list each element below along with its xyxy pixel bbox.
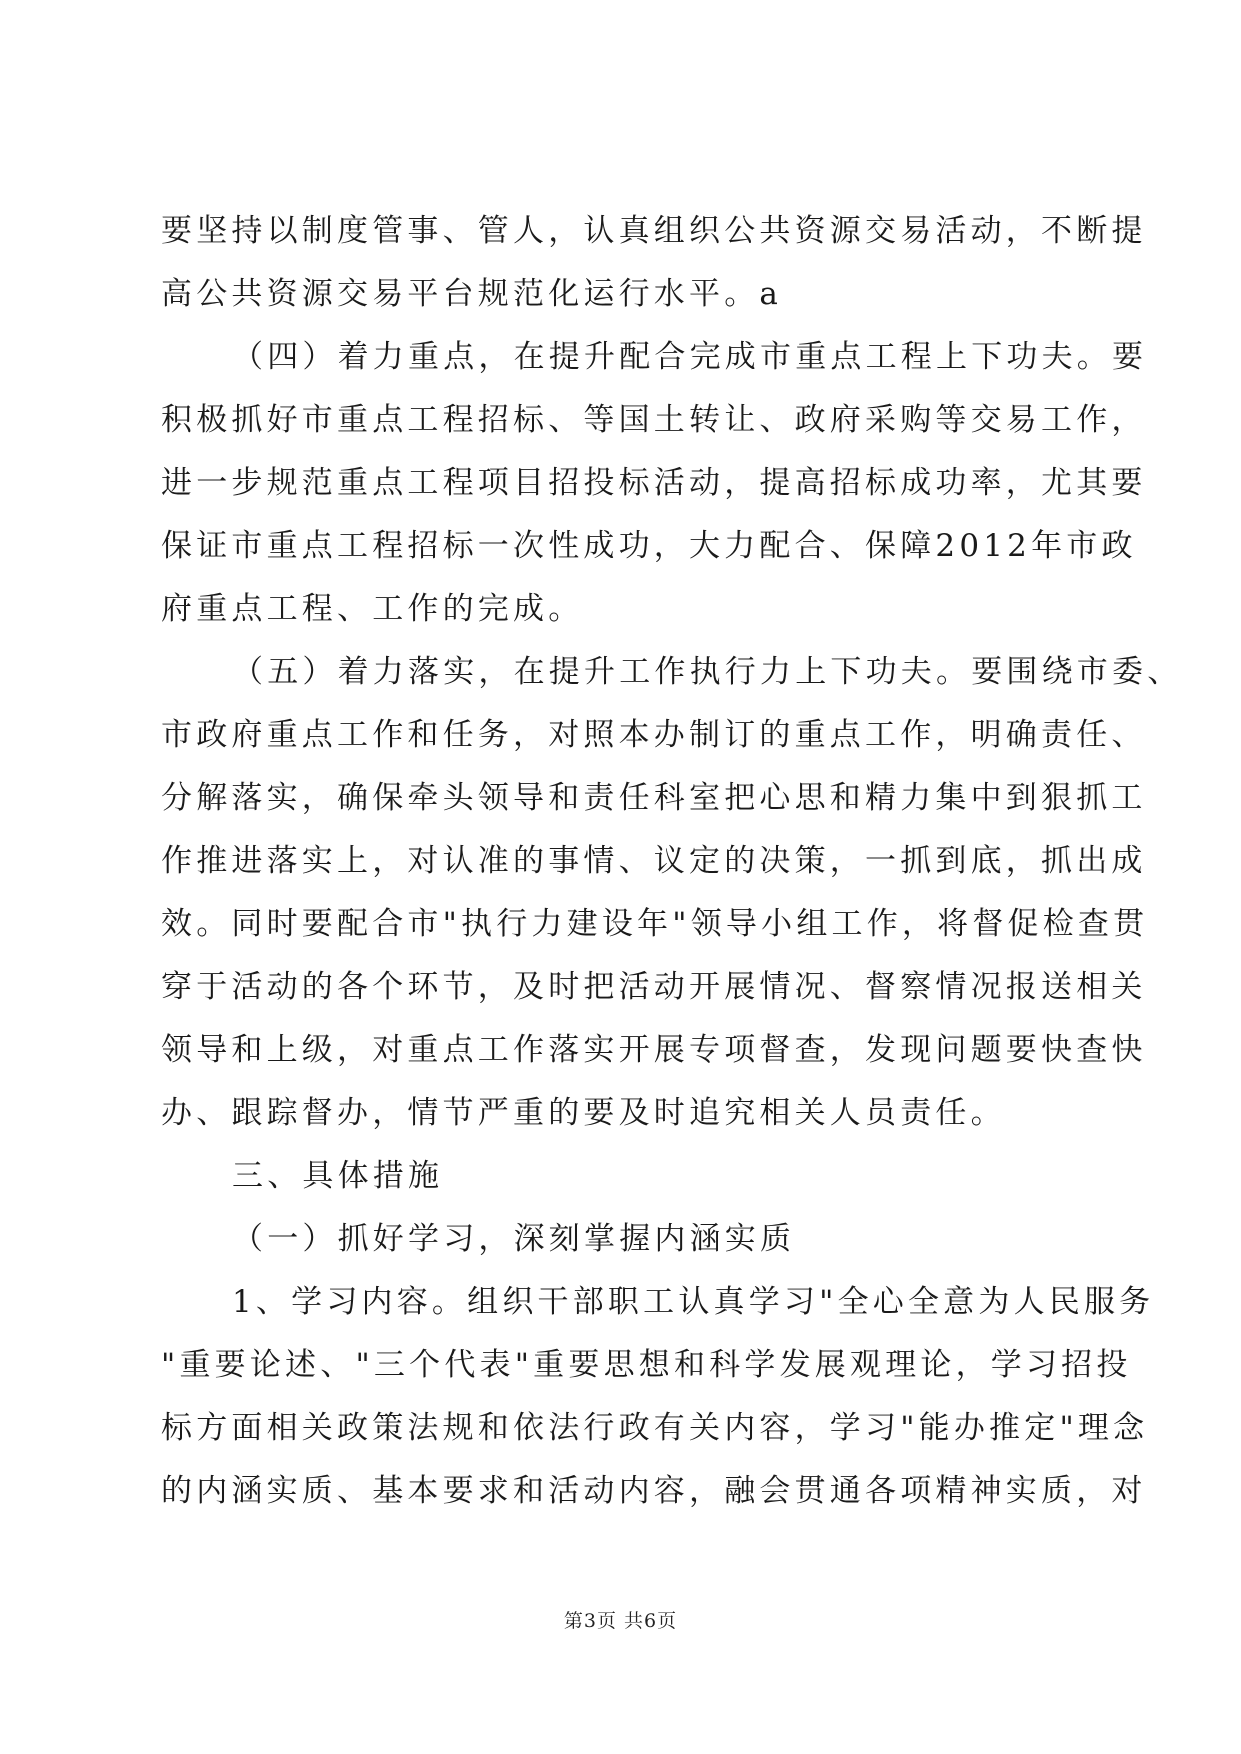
text-line: 分解落实，确保牵头领导和责任科室把心思和精力集中到狠抓工 bbox=[161, 780, 1147, 816]
text-line: 作推进落实上，对认准的事情、议定的决策，一抓到底，抓出成 bbox=[161, 843, 1147, 879]
text-line: 高公共资源交易平台规范化运行水平。a bbox=[161, 276, 783, 312]
subsection-heading: （一）抓好学习，深刻掌握内涵实质 bbox=[232, 1221, 796, 1257]
text-line: 保证市重点工程招标一次性成功，大力配合、保障2012年市政 bbox=[161, 528, 1137, 564]
text-line: （五）着力落实，在提升工作执行力上下功夫。要围绕市委、 bbox=[232, 654, 1183, 690]
text-line: 1、学习内容。组织干部职工认真学习"全心全意为人民服务 bbox=[232, 1284, 1155, 1320]
text-line: 标方面相关政策法规和依法行政有关内容，学习"能办推定"理念 bbox=[161, 1410, 1149, 1446]
text-line: 府重点工程、工作的完成。 bbox=[161, 591, 584, 627]
text-line: 进一步规范重点工程项目招投标活动，提高招标成功率，尤其要 bbox=[161, 465, 1147, 501]
text-line: 办、跟踪督办，情节严重的要及时追究相关人员责任。 bbox=[161, 1095, 1006, 1131]
text-line: （四）着力重点，在提升配合完成市重点工程上下功夫。要 bbox=[232, 339, 1148, 375]
section-heading: 三、具体措施 bbox=[232, 1158, 444, 1194]
text-line: 效。同时要配合市"执行力建设年"领导小组工作，将督促检查贯 bbox=[161, 906, 1149, 942]
text-line: 的内涵实质、基本要求和活动内容，融会贯通各项精神实质，对 bbox=[161, 1473, 1147, 1509]
text-line: 穿于活动的各个环节，及时把活动开展情况、督察情况报送相关 bbox=[161, 969, 1147, 1005]
text-line: 市政府重点工作和任务，对照本办制订的重点工作，明确责任、 bbox=[161, 717, 1147, 753]
text-line: "重要论述、"三个代表"重要思想和科学发展观理论，学习招投 bbox=[161, 1347, 1132, 1383]
text-line: 积极抓好市重点工程招标、等国土转让、政府采购等交易工作， bbox=[161, 402, 1147, 438]
page-number-footer: 第3页 共6页 bbox=[563, 1610, 678, 1632]
text-line: 领导和上级，对重点工作落实开展专项督查，发现问题要快查快 bbox=[161, 1032, 1147, 1068]
text-line: 要坚持以制度管事、管人，认真组织公共资源交易活动，不断提 bbox=[161, 213, 1147, 249]
